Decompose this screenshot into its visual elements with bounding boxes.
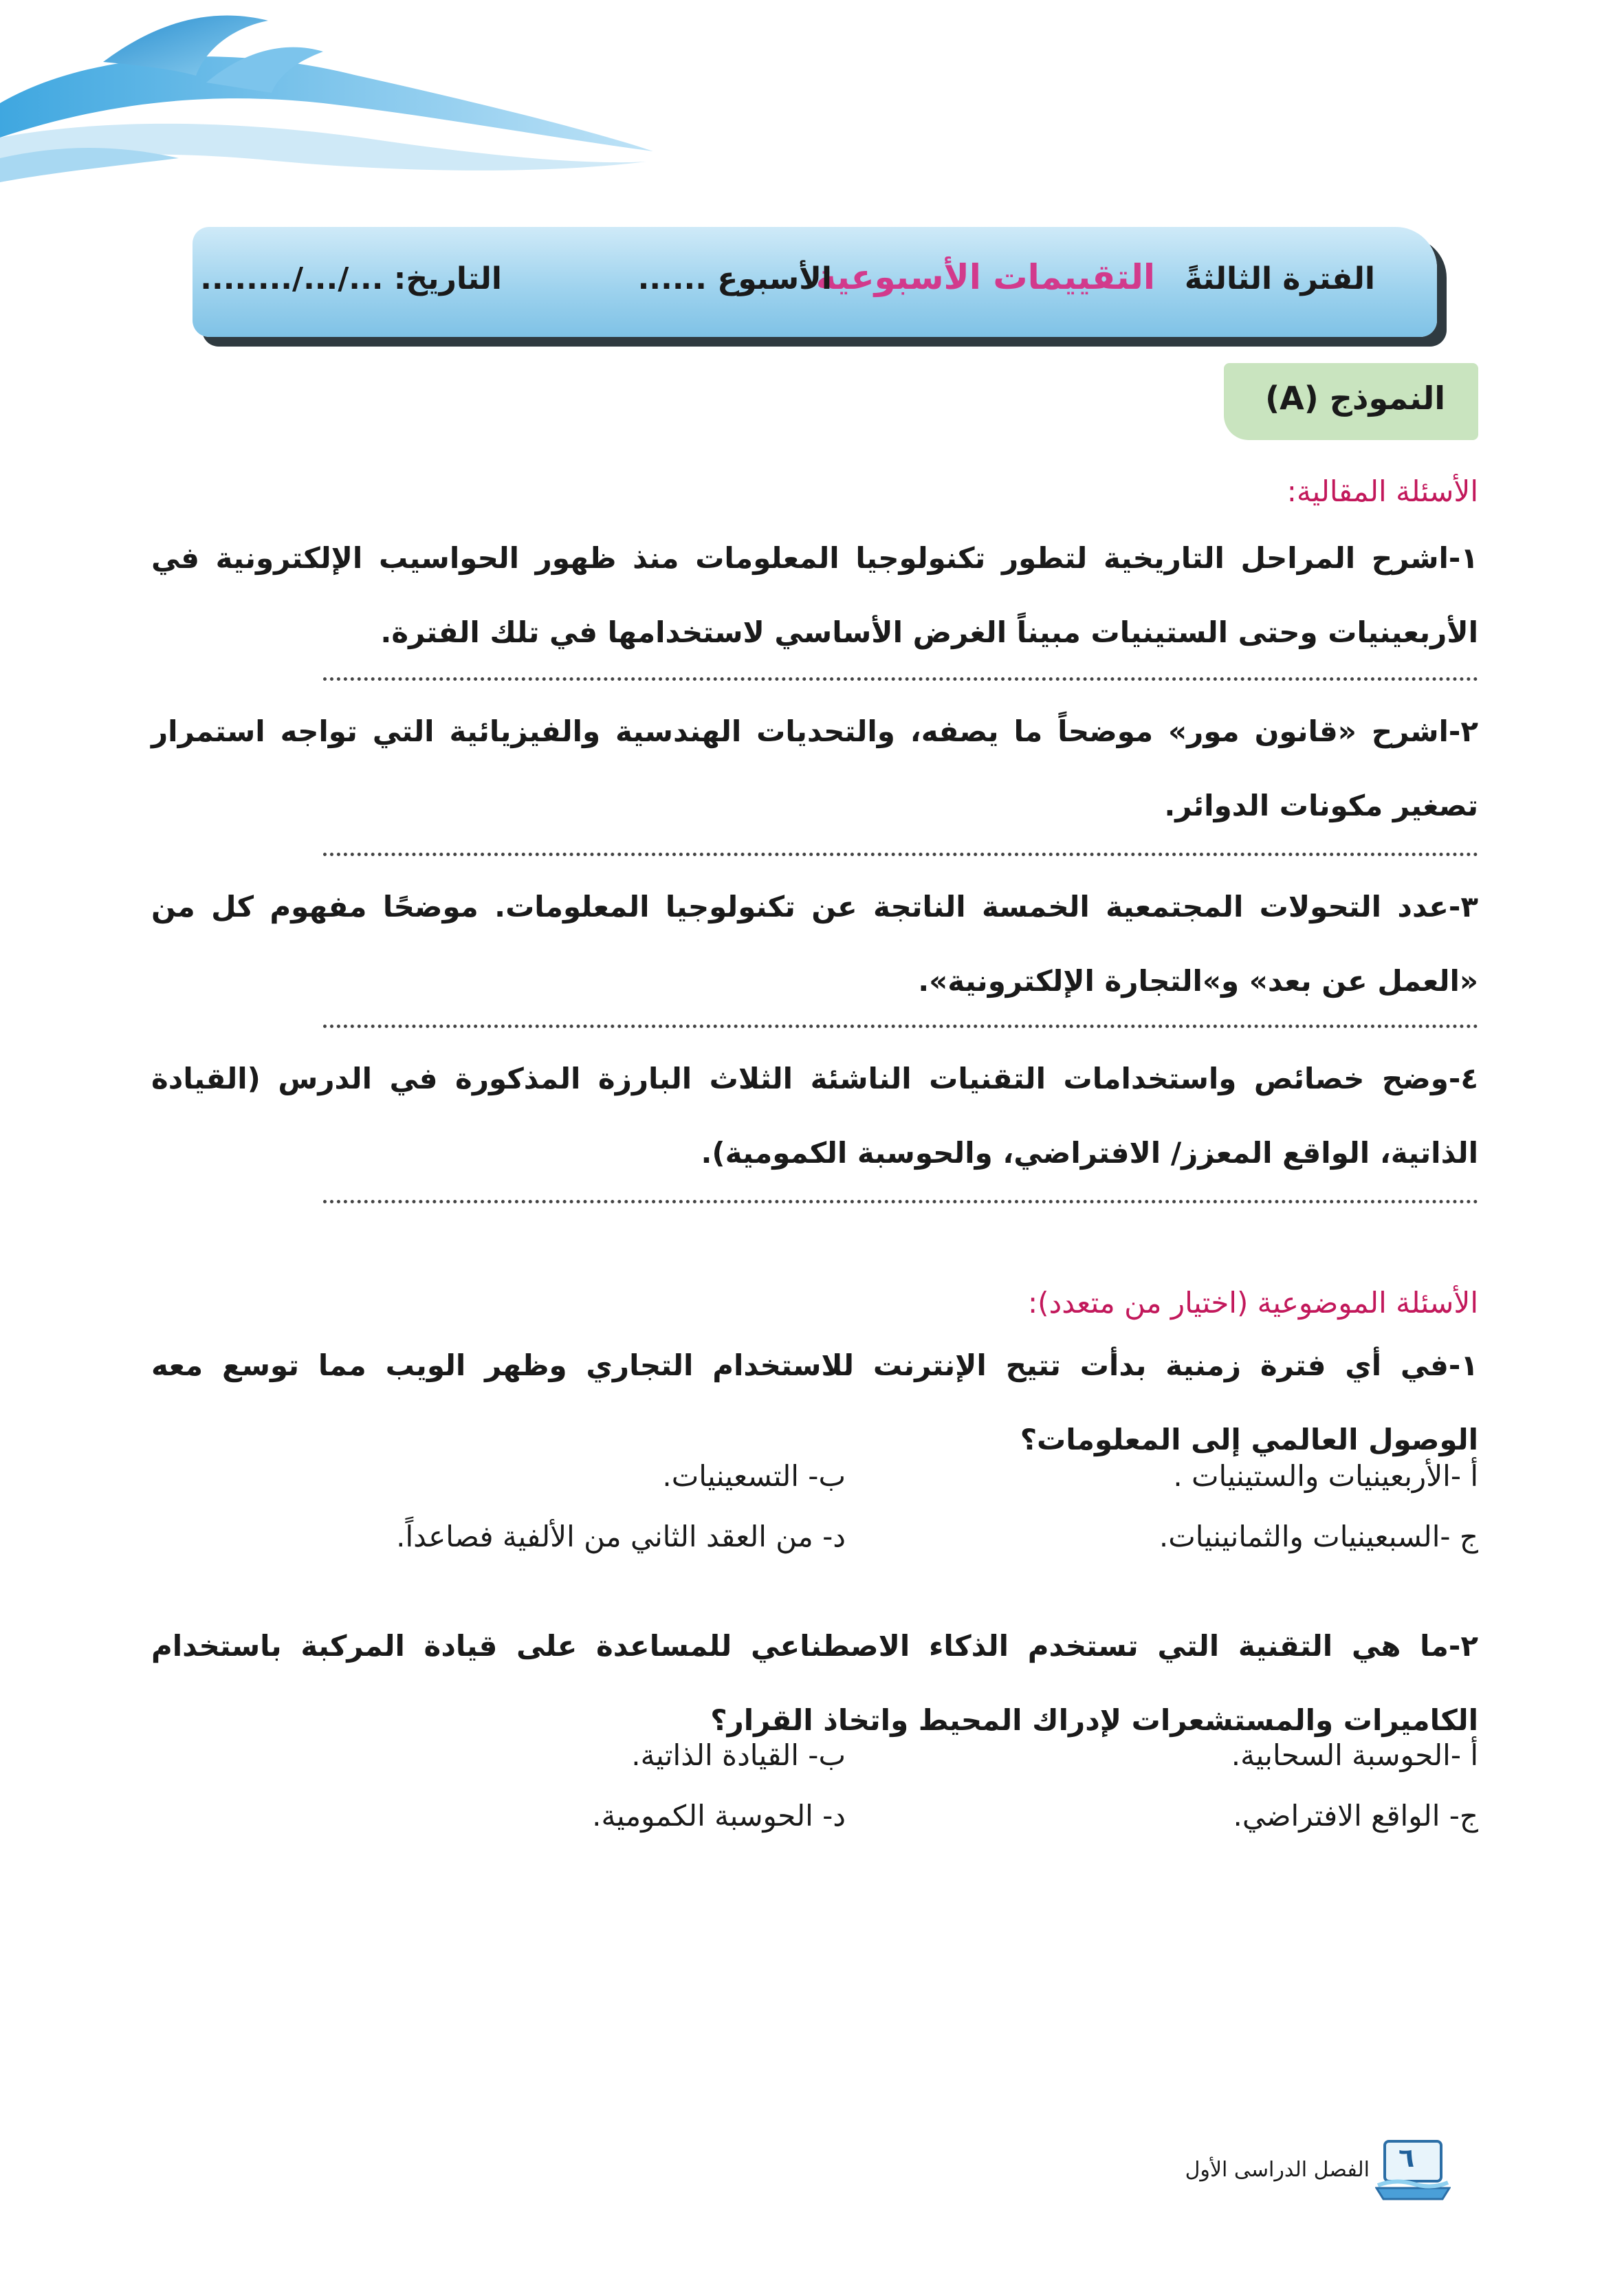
mcq-1-option-a: أ -الأربعينيات والستينيات . <box>1173 1459 1478 1493</box>
header-banner <box>193 227 1437 337</box>
essay-question-3: ٣-عدد التحولات المجتمعية الخمسة الناتجة عن تكنولوجيا المعلومات. موضحًا مفهوم كل من «العمل عن بعد» و»التجارة الإلكترونية». <box>151 890 1478 998</box>
mcq-1-option-b: ب- التسعينيات. <box>662 1459 846 1493</box>
week-field: الأسبوع ...... <box>637 261 832 296</box>
model-label: النموذج (A) <box>1265 380 1445 417</box>
answer-line <box>323 677 1478 681</box>
mcq-section-heading: الأسئلة الموضوعية (اختيار من متعدد): <box>1028 1286 1478 1320</box>
mcq-2-option-d: د- الحوسبة الكمومية. <box>592 1799 846 1833</box>
answer-line <box>323 1025 1478 1028</box>
header-swoosh-decoration <box>0 0 660 186</box>
footer-semester-label: الفصل الدراسى الأول <box>1185 2158 1370 2182</box>
model-tag <box>1224 363 1478 440</box>
page-number: ٦ <box>1398 2143 1415 2173</box>
mcq-1-option-c: ج -السبعينيات والثمانينيات. <box>1159 1520 1478 1553</box>
period-label: الفترة الثالثةً <box>1184 261 1375 296</box>
mcq-2-option-c: ج- الواقع الافتراضي. <box>1233 1799 1478 1833</box>
mcq-1-option-d: د- من العقد الثاني من الألفية فصاعداً. <box>396 1520 846 1553</box>
essay-section-heading: الأسئلة المقالية: <box>1286 474 1478 508</box>
answer-line <box>323 853 1478 856</box>
essay-question-2: ٢-اشرح «قانون مور» موضحاً ما يصفه، والتحديات الهندسية والفيزيائية التي تواجه استمرار تصغير مكونات الدوائر. <box>151 714 1478 822</box>
mcq-2-option-a: أ -الحوسبة السحابية. <box>1231 1738 1478 1772</box>
mcq-question-1: ١-في أي فترة زمنية بدأت تتيح الإنترنت للاستخدام التجاري وظهر الويب مما توسع معه الوصول العالمي إلى المعلومات؟ <box>151 1348 1478 1456</box>
mcq-question-2: ٢-ما هي التقنية التي تستخدم الذكاء الاصطناعي للمساعدة على قيادة المركبة باستخدام الكاميرات والمستشعرات لإدراك المحيط واتخاذ القرار؟ <box>151 1629 1478 1737</box>
essay-question-4: ٤-وضح خصائص واستخدامات التقنيات الناشئة الثلاث البارزة المذكورة في الدرس (القيادة الذاتية، الواقع المعزز/ الافتراضي، والحوسبة الكمومية). <box>151 1062 1478 1170</box>
assessment-title: التقييمات الأسبوعية <box>815 257 1155 297</box>
essay-question-1: ١-اشرح المراحل التاريخية لتطور تكنولوجيا المعلومات منذ ظهور الحواسيب الإلكترونية في الأربعينيات وحتى الستينيات مبيناً الغرض الأساسي لاستخدامها في تلك الفترة. <box>151 541 1478 649</box>
laptop-icon <box>1375 2137 1451 2203</box>
date-field: التاريخ: .../.../........ <box>200 261 502 296</box>
mcq-2-option-b: ب- القيادة الذاتية. <box>631 1738 846 1772</box>
answer-line <box>323 1200 1478 1203</box>
